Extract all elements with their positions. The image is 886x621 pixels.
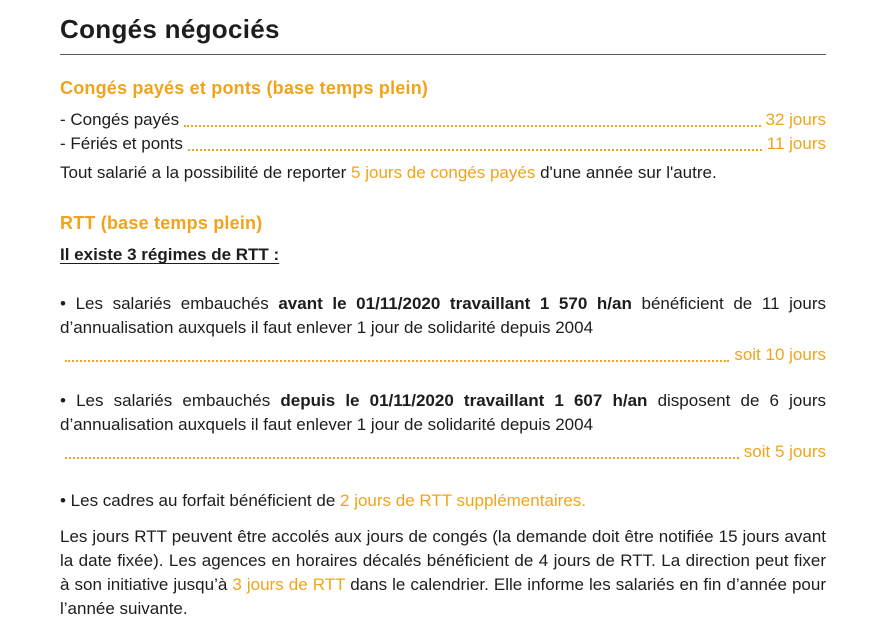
rtt-regime-2 — [60, 389, 826, 437]
leader-value: 32 jours — [765, 110, 826, 129]
note-text: Tout salarié a la possibilité de reporter — [60, 163, 352, 183]
bullet-icon: • — [60, 491, 66, 511]
rtt-regime-1-result — [60, 343, 826, 367]
leader-dots — [188, 149, 762, 151]
leader-dots — [184, 125, 760, 127]
conges-payes-heading: Congés payés et ponts (base temps plein) — [60, 78, 429, 98]
rtt-cadres — [60, 489, 826, 513]
regime-text: disposent de 6 jours d’annualisation auxquels il faut enlever 1 jour de solidarité depuis 2004 — [60, 390, 826, 434]
rtt-regime-1 — [60, 292, 826, 340]
section-rtt — [60, 213, 826, 620]
rtt-heading: RTT (base temps plein) — [60, 213, 263, 234]
leader-value: soit 5 jours — [743, 442, 826, 462]
regime-text: Les salariés embauchés — [65, 293, 279, 313]
leader-value: 11 jours — [766, 134, 826, 154]
rtt-regime-2-result — [60, 440, 826, 464]
leader-dots — [65, 457, 739, 459]
leader-row-feries-ponts — [60, 132, 826, 156]
regime-text: bénéficient de 11 jours d’annualisation auxquels il faut enlever 1 jour de solidarité depuis 2004 — [60, 293, 826, 337]
leader-row-conges-payes — [60, 108, 826, 132]
cadres-highlight: 2 jours de RTT supplémentaires. — [340, 491, 587, 511]
regime-text: Les salariés embauchés — [65, 390, 281, 410]
page-title: Congés négociés — [60, 14, 826, 55]
rtt-closing — [60, 525, 826, 620]
leader-label: - Fériés et ponts — [60, 134, 183, 154]
closing-text: dans le calendrier. Elle informe les salariés en fin d’année pour l’année suivante. — [60, 574, 826, 618]
closing-highlight: 3 jours de RTT — [232, 574, 346, 594]
leader-label: - Congés payés — [60, 110, 180, 129]
bullet-icon: • — [60, 293, 66, 313]
cadres-text: Les cadres au forfait bénéficient de — [65, 491, 341, 511]
section-conges-payes — [60, 78, 826, 185]
closing-text: Les jours RTT peuvent être accolés aux jours de congés (la demande doit être notifiée 15 jours avant la date fixée). Les agences en horaires décalés bénéficient de 4 jours de RTT. La direction peut fixer à son initiative jusqu’à — [60, 527, 826, 594]
note-report-conges — [60, 161, 826, 185]
note-text: d'une année sur l'autre. — [535, 163, 717, 183]
note-highlight: 5 jours de congés payés — [351, 163, 536, 183]
rtt-intro: Il existe 3 régimes de RTT : — [60, 245, 280, 265]
regime-condition: depuis le 01/11/2020 travaillant 1 607 h/an — [280, 390, 648, 410]
regime-condition: avant le 01/11/2020 travaillant 1 570 h/an — [278, 293, 632, 313]
bullet-icon: • — [60, 390, 66, 410]
leader-dots — [65, 360, 729, 362]
leader-value: soit 10 jours — [734, 344, 826, 364]
